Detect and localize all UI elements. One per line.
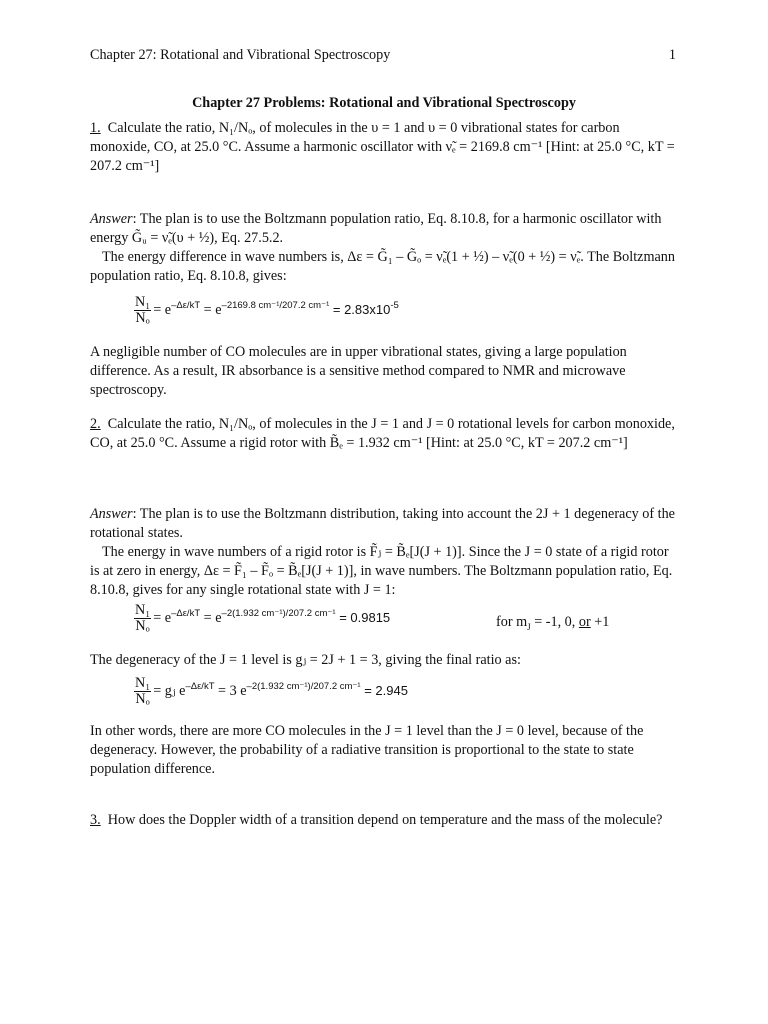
problem-1-number: 1.	[90, 120, 101, 136]
problem-2-text: Calculate the ratio, N₁/Nₒ, of molecules in the J = 1 and J = 0 rotational levels for carbon monoxide, CO, at 25.0 °C. Assume a rigid rotor with B̃ₑ = 1.932 cm⁻¹ [Hint: at 25.0 °C, kT = 207.2 cm⁻¹]	[90, 416, 675, 451]
problem-2-answer	[90, 505, 678, 600]
problem-1-question	[90, 119, 678, 176]
fraction: $\frac{\text{N₁}}{\text{Nₒ}}$	[135, 675, 151, 707]
fraction: $\frac{\text{N₁}}{\text{Nₒ}}$	[135, 294, 151, 326]
problem-2-conclusion: In other words, there are more CO molecules in the J = 1 level than the J = 0 level, because of the degeneracy. However, the probability of a radiative transition is proportional to the state to state population difference.	[90, 723, 644, 777]
answer-text: : The plan is to use the Boltzmann population ratio, Eq. 8.10.8, for a harmonic oscillator with energy G̃ᵤ = ν̃ₑ(υ + ½), Eq. 27.5.2.	[90, 211, 662, 246]
answer-label: Answer	[90, 211, 133, 227]
problem-3-question	[90, 811, 678, 830]
answer-paragraph: The energy difference in wave numbers is, Δε = G̃₁ – G̃ₒ = ν̃ₑ(1 + ½) – ν̃ₑ(0 + ½) = ν̃ₑ. The Boltzmann population ratio, Eq. 8.10.8, gives:	[90, 249, 675, 284]
equation-2-note: for $m_J = -1$, 0, or +1	[496, 614, 610, 632]
answer-paragraph: The energy in wave numbers of a rigid rotor is F̃ⱼ = B̃ₑ[J(J + 1)]. Since the J = 0 state of a rigid rotor is at zero in energy, Δε = F̃₁ – F̃ₒ = B̃ₑ[J(J + 1)], in wave numbers. The Boltzmann population ratio, Eq. 8.10.8, gives for any single rotational state with J = 1:	[90, 544, 673, 598]
fraction: $\frac{\text{N₁}}{\text{Nₒ}}$	[135, 602, 151, 634]
problem-3-number: 3.	[90, 812, 101, 828]
answer-label: Answer	[90, 506, 133, 522]
degeneracy-text: The degeneracy of the J = 1 level is gⱼ = 2J + 1 = 3, giving the final ratio as:	[90, 652, 521, 668]
problem-1-answer	[90, 210, 678, 286]
running-header	[90, 46, 678, 65]
equation-3: $\frac{\text{N₁}}{\text{Nₒ}}$ = gⱼ $e^{-\Delta\varepsilon/kT} = 3$ $e^{-2(1.932 cm^{-1})/207.2 cm^{-1}} = 2.945$	[135, 675, 408, 707]
running-title: Chapter 27: Rotational and Vibrational Spectroscopy	[90, 47, 391, 63]
problem-3-text: How does the Doppler width of a transition depend on temperature and the mass of the molecule?	[107, 812, 663, 828]
answer-text: : The plan is to use the Boltzmann distribution, taking into account the 2J + 1 degeneracy of the rotational states.	[90, 506, 675, 541]
page-number: 1	[668, 47, 676, 63]
equation-1: $\frac{\text{N₁}}{\text{Nₒ}}$ = $e^{-\Delta\varepsilon/kT} = e^{-2169.8 cm^{-1}/207.2 cm^{-1}} = 2.83x10^{-5}$	[135, 294, 399, 326]
problem-1-conclusion: A negligible number of CO molecules are in upper vibrational states, giving a large population difference. As a result, IR absorbance is a sensitive method compared to NMR and microwave spectroscopy.	[90, 344, 627, 398]
problem-2-question	[90, 415, 678, 453]
problem-1-text: Calculate the ratio, N₁/Nₒ, of molecules in the υ = 1 and υ = 0 vibrational states for carbon monoxide, CO, at 25.0 °C. Assume a harmonic oscillator with ν̃ₑ = 2169.8 cm⁻¹ [Hint: at 25.0 °C, kT = 207.2 cm⁻¹]	[90, 120, 675, 174]
equation-2: $\frac{\text{N₁}}{\text{Nₒ}}$ = $e^{-\Delta\varepsilon/kT} = e^{-2(1.932 cm^{-1})/207.2 cm^{-1}} = 0.9815$	[135, 602, 391, 634]
document-title: Chapter 27 Problems: Rotational and Vibrational Spectroscopy	[192, 95, 576, 111]
problem-2-number: 2.	[90, 416, 101, 432]
